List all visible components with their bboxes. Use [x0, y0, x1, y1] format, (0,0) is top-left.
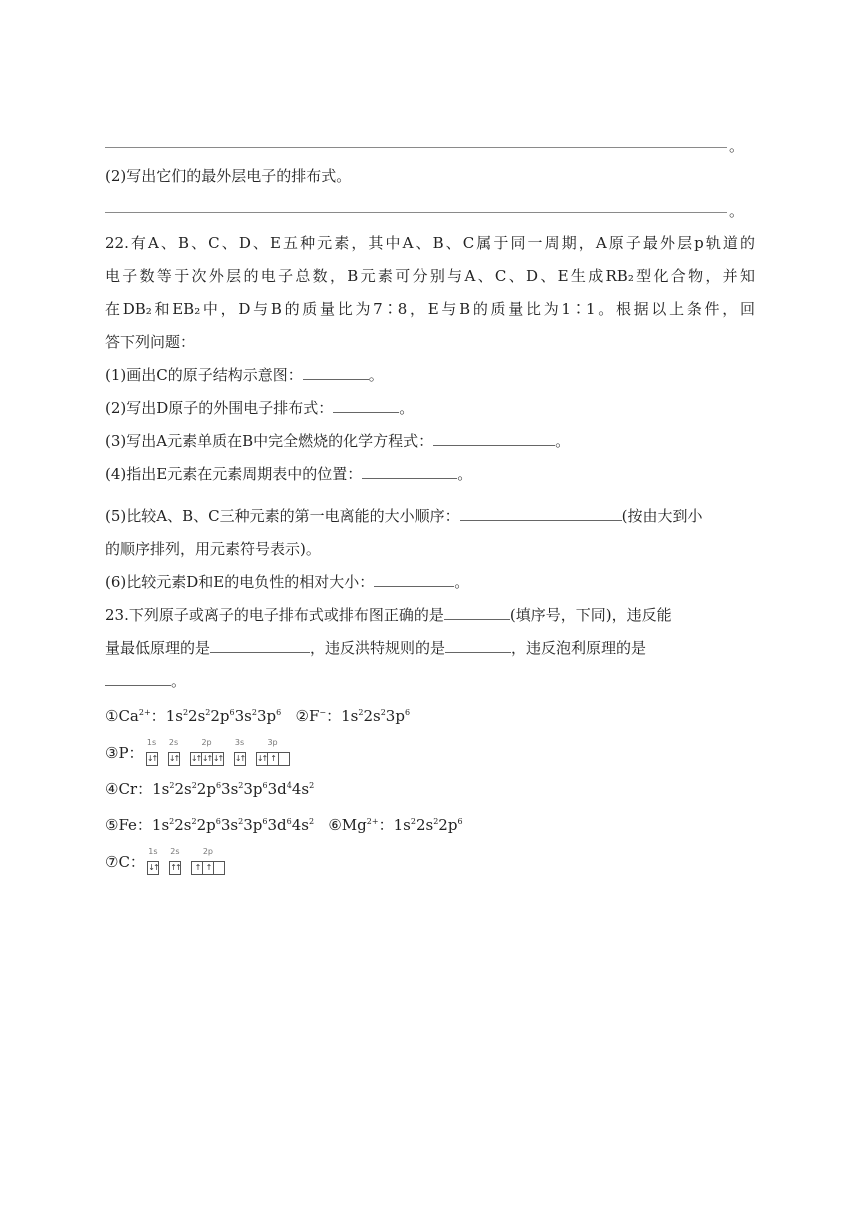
q22-sub-5: (5)比较A、B、C三种元素的第一电离能的大小顺序： (按由大到小: [105, 507, 703, 525]
orbital-3s: 3s ↓↑: [234, 738, 246, 766]
q23-option-4: ④Cr：$1s^22s^22p^63s^23p^63d^44s^2$: [105, 780, 315, 798]
q22-sub-6: (6)比较元素D和E的电负性的相对大小： 。: [105, 573, 470, 591]
orbital-2s: 2s ↑↑: [169, 847, 181, 875]
answer-blank[interactable]: [105, 671, 171, 686]
q23-line-3: 。: [105, 671, 186, 691]
q22-line-4: 答下列问题：: [105, 333, 196, 351]
orbital-2s: 2s ↓↑: [168, 738, 180, 766]
answer-line: [105, 212, 727, 213]
q22-line-1: 22.有A、B、C、D、E五种元素，其中A、B、C属于同一周期，A原子最外层p轨道的: [105, 234, 755, 252]
q23-options-1-2: $①Ca^{2+}$：$1s^22s^22p^63s^23p^6$ ②F−：$1s^22s^23p^6$: [105, 707, 411, 725]
q23-option-7: ⑦C： 1s ↓↑ 2s ↑↑ 2p ↑ ↑: [105, 847, 235, 875]
q23-line-2: 量最低原理的是 ，违反洪特规则的是 ，违反泡利原理的是: [105, 639, 647, 657]
q22-sub-4: (4)指出E元素在元素周期表中的位置： 。: [105, 465, 473, 483]
answer-blank[interactable]: [210, 638, 310, 653]
period: 。: [729, 202, 745, 220]
orbital-2p: 2p ↑ ↑: [191, 847, 225, 875]
q22-sub-3: (3)写出A元素单质在B中完全燃烧的化学方程式： 。: [105, 432, 571, 450]
orbital-1s: 1s ↓↑: [146, 738, 158, 766]
q23-options-5-6: ⑤Fe：$1s^22s^22p^63s^23p^63d^64s^2$ $⑥Mg^{2+}$：$1s^22s^22p^6$: [105, 816, 463, 834]
q22-sub-1: (1)画出C的原子结构示意图： 。: [105, 366, 384, 384]
answer-blank[interactable]: [433, 431, 555, 446]
answer-blank[interactable]: [303, 365, 369, 380]
q22-sub-5-cont: 的顺序排列，用元素符号表示)。: [105, 540, 321, 558]
orbital-1s: 1s ↓↑: [147, 847, 159, 875]
answer-blank[interactable]: [362, 464, 457, 479]
answer-blank[interactable]: [333, 398, 399, 413]
answer-blank[interactable]: [460, 506, 622, 521]
orbital-2p: 2p ↓↑ ↓↑ ↓↑: [190, 738, 224, 766]
answer-blank[interactable]: [445, 638, 511, 653]
q22-line-2: 电子数等于次外层的电子总数，B元素可分别与A、C、D、E生成RB₂型化合物，并知: [105, 267, 755, 285]
q23-option-3: ③P： 1s ↓↑ 2s ↓↑ 2p ↓↑ ↓↑ ↓↑ 3s ↓↑ 3p ↓↑ ↑: [105, 738, 300, 766]
answer-blank[interactable]: [374, 572, 454, 587]
q23-line-1: 23.下列原子或离子的电子排布式或排布图正确的是 (填序号，下同)，违反能: [105, 606, 672, 624]
answer-blank[interactable]: [444, 605, 510, 620]
orbital-3p: 3p ↓↑ ↑: [256, 738, 290, 766]
question-2-text: (2)写出它们的最外层电子的排布式。: [105, 167, 352, 185]
q22-sub-2: (2)写出D原子的外围电子排布式： 。: [105, 399, 415, 417]
q22-line-3: 在DB₂和EB₂中，D与B的质量比为7∶8，E与B的质量比为1∶1。根据以上条件，回: [105, 300, 755, 318]
answer-line: [105, 147, 727, 148]
period: 。: [729, 137, 745, 155]
